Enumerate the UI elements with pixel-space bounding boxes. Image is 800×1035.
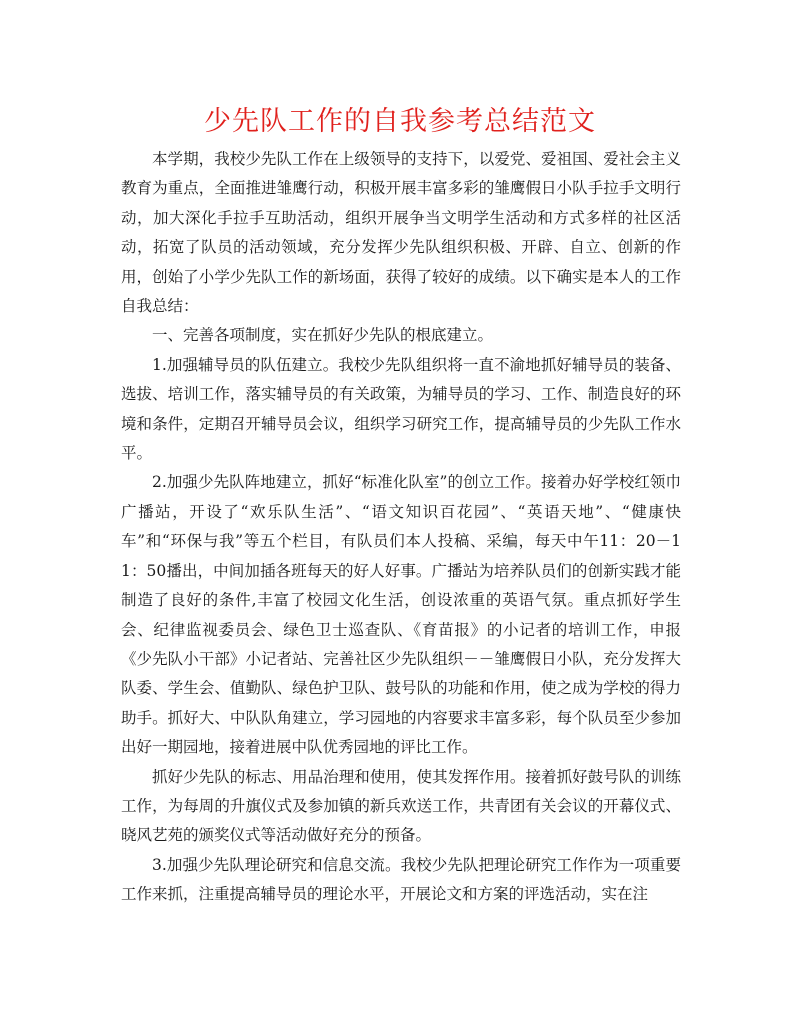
paragraph-item-3: 3.加强少先队理论研究和信息交流。我校少先队把理论研究工作作为一项重要工作来抓，注重提高辅导员的理论水平，开展论文和方案的评选活动，实在注 [121, 855, 681, 904]
paragraph-badges-and-drum-corps: 抓好少先队的标志、用品治理和使用，使其发挥作用。接着抓好鼓号队的训练工作，为每周的升旗仪式及参加镇的新兵欢送工作，共青团有关会议的开幕仪式、晓风艺苑的颁奖仪式等活动做好充分的预备。 [121, 767, 681, 845]
paragraph-item-1: 1.加强辅导员的队伍建立。我校少先队组织将一直不渝地抓好辅导员的装备、选拔、培训工作，落实辅导员的有关政策，为辅导员的学习、工作、制造良好的环境和条件，定期召开辅导员会议，组织学习研究工作，提高辅导员的少先队工作水平。 [121, 355, 681, 463]
paragraph-section-one-heading: 一、完善各项制度，实在抓好少先队的根底建立。 [152, 326, 494, 345]
document-body [121, 145, 681, 910]
paragraph-item-2: 2.加强少先队阵地建立，抓好“标准化队室”的创立工作。接着办好学校红领巾广播站，开设了“欢乐队生活”、“语文知识百花园”、“英语天地”、“健康快车”和“环保与我”等五个栏目，有队员们本人投稿、采编，每天中午11：20－11：50播出，中间加插各班每天的好人好事。广播站为培养队员们的创新实践才能制造了良好的条件,丰富了校园文化生活，创设浓重的英语气氛。重点抓好学生会、纪律监视委员会、绿色卫士巡查队、《育苗报》的小记者的培训工作，申报《少先队小干部》小记者站、完善社区少先队组织－－雏鹰假日小队，充分发挥大队委、学生会、值勤队、绿色护卫队、鼓号队的功能和作用，使之成为学校的得力助手。抓好大、中队队角建立，学习园地的内容要求丰富多彩，每个队员至少参加出好一期园地，接着进展中队优秀园地的评比工作。 [121, 473, 681, 757]
paragraph-intro: 本学期，我校少先队工作在上级领导的支持下，以爱党、爱祖国、爱社会主义教育为重点，全面推进雏鹰行动，积极开展丰富多彩的雏鹰假日小队手拉手文明行动，加大深化手拉手互助活动，组织开展争当文明学生活动和方式多样的社区活动，拓宽了队员的活动领域，充分发挥少先队组织积极、开辟、自立、创新的作用，创始了小学少先队工作的新场面，获得了较好的成绩。以下确实是本人的工作自我总结： [121, 150, 681, 316]
document-title: 少先队工作的自我参考总结范文 [204, 106, 596, 137]
